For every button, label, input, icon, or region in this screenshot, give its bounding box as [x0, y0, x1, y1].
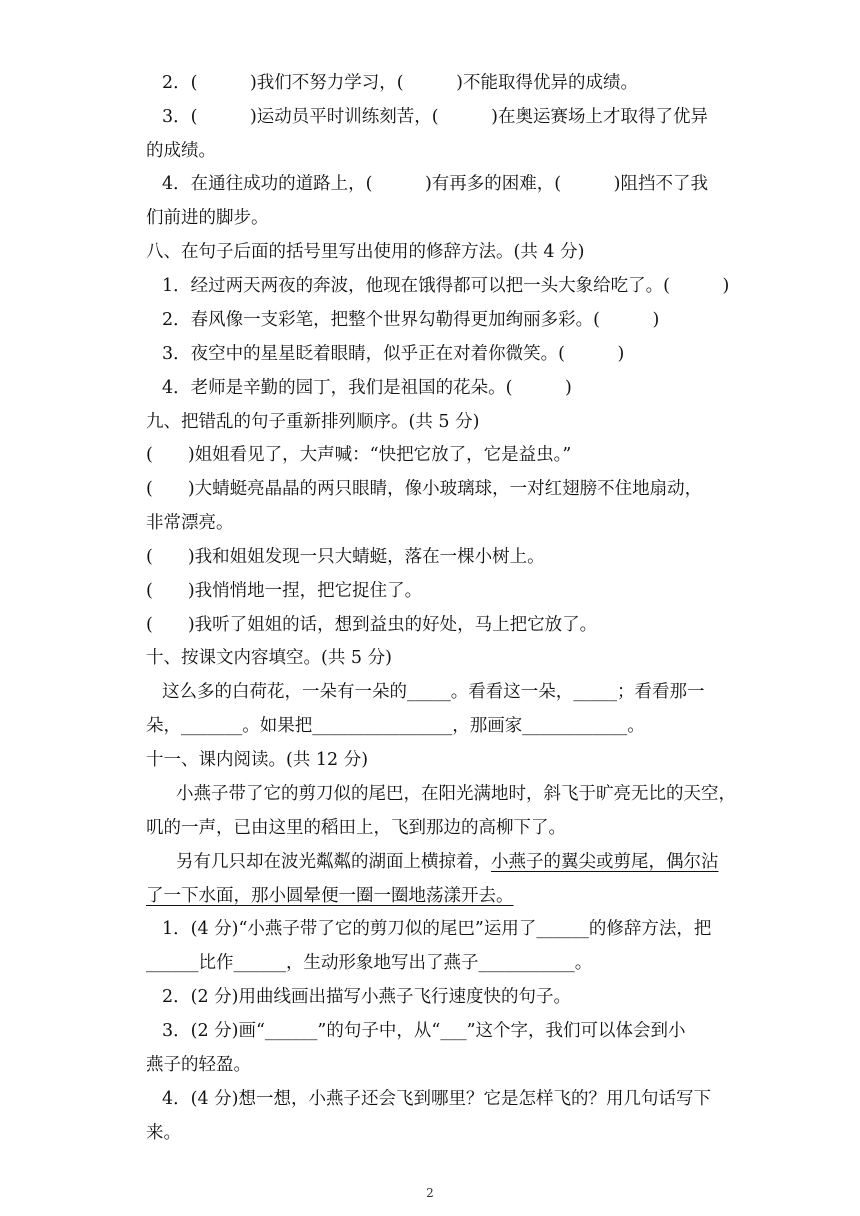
q9-sentence-2-cont: 非常漂亮。: [146, 513, 234, 533]
q11-item-2: 2．(2 分)用曲线画出描写小燕子飞行速度快的句子。: [162, 987, 571, 1007]
q7-item-2: 2．( )我们不努力学习，( )不能取得优异的成绩。: [162, 73, 638, 93]
q11-item-1-cont: ______比作______，生动形象地写出了燕子___________。: [146, 953, 593, 973]
q11-item-4-cont: 来。: [146, 1123, 181, 1143]
q11-item-3-cont: 燕子的轻盈。: [146, 1055, 251, 1075]
q11-item-4: 4．(4 分)想一想，小燕子还会飞到哪里？它是怎样飞的？用几句话写下: [162, 1089, 711, 1109]
section-10-heading: 十、按课文内容填空。(共 5 分): [146, 648, 392, 668]
q7-item-3: 3．( )运动员平时训练刻苦，( )在奥运赛场上才取得了优异: [162, 107, 708, 127]
q7-item-4-cont: 们前进的脚步。: [146, 208, 269, 228]
passage-para-2: [146, 850, 720, 874]
q9-sentence-4: ( )我悄悄地一捏，把它捉住了。: [146, 581, 423, 601]
underlined-sentence: 小燕子的翼尖或剪尾，偶尔沾: [491, 852, 719, 872]
q7-item-3-cont: 的成绩。: [146, 141, 216, 161]
passage-para-1-cont: 叽的一声，已由这里的稻田上，飞到那边的高柳下了。: [146, 818, 566, 838]
q11-item-1: 1．(4 分)“小燕子带了它的剪刀似的尾巴”运用了______的修辞方法，把: [162, 919, 712, 939]
passage-para-1: 小燕子带了它的剪刀似的尾巴，在阳光满地时，斜飞于旷亮无比的天空，: [176, 784, 736, 804]
q9-sentence-3: ( )我和姐姐发现一只大蜻蜓，落在一棵小树上。: [146, 547, 545, 567]
q9-sentence-1: ( )姐姐看见了，大声喊：“快把它放了，它是益虫。”: [146, 445, 572, 465]
q8-item-1: 1．经过两天两夜的奔波，他现在饿得都可以把一头大象给吃了。( ): [162, 276, 730, 296]
q10-fill-line-2: 朵，_______。如果把________________，那画家____________。: [146, 716, 645, 736]
passage-para-2-cont: [146, 884, 720, 908]
q7-item-4: 4．在通往成功的道路上，( )有再多的困难，( )阻挡不了我: [162, 174, 708, 194]
q9-sentence-2: ( )大蜻蜓亮晶晶的两只眼睛，像小玻璃球，一对红翅膀不住地扇动，: [146, 479, 703, 499]
q8-item-2: 2．春风像一支彩笔，把整个世界勾勒得更加绚丽多彩。( ): [162, 310, 660, 330]
section-8-heading: 八、在句子后面的括号里写出使用的修辞方法。(共 4 分): [146, 242, 585, 262]
section-9-heading: 九、把错乱的句子重新排列顺序。(共 5 分): [146, 412, 480, 432]
q11-item-3: 3．(2 分)画“______”的句子中，从“___”这个字，我们可以体会到小: [162, 1021, 686, 1041]
q9-sentence-5: ( )我听了姐姐的话，想到益虫的好处，马上把它放了。: [146, 615, 598, 635]
underlined-sentence-cont: 了一下水面，那小圆晕便一圈一圈地荡漾开去。: [146, 886, 514, 906]
q10-fill-line-1: 这么多的白荷花，一朵有一朵的_____。看看这一朵，_____；看看那一: [162, 682, 705, 702]
q8-item-3: 3．夜空中的星星眨着眼睛，似乎正在对着你微笑。( ): [162, 344, 625, 364]
q8-item-4: 4．老师是辛勤的园丁，我们是祖国的花朵。( ): [162, 378, 572, 398]
page-number: 2: [426, 1186, 434, 1200]
passage-para-2-text: 另有几只却在波光粼粼的湖面上横掠着，: [176, 852, 491, 872]
section-11-heading: 十一、课内阅读。(共 12 分): [146, 750, 369, 770]
